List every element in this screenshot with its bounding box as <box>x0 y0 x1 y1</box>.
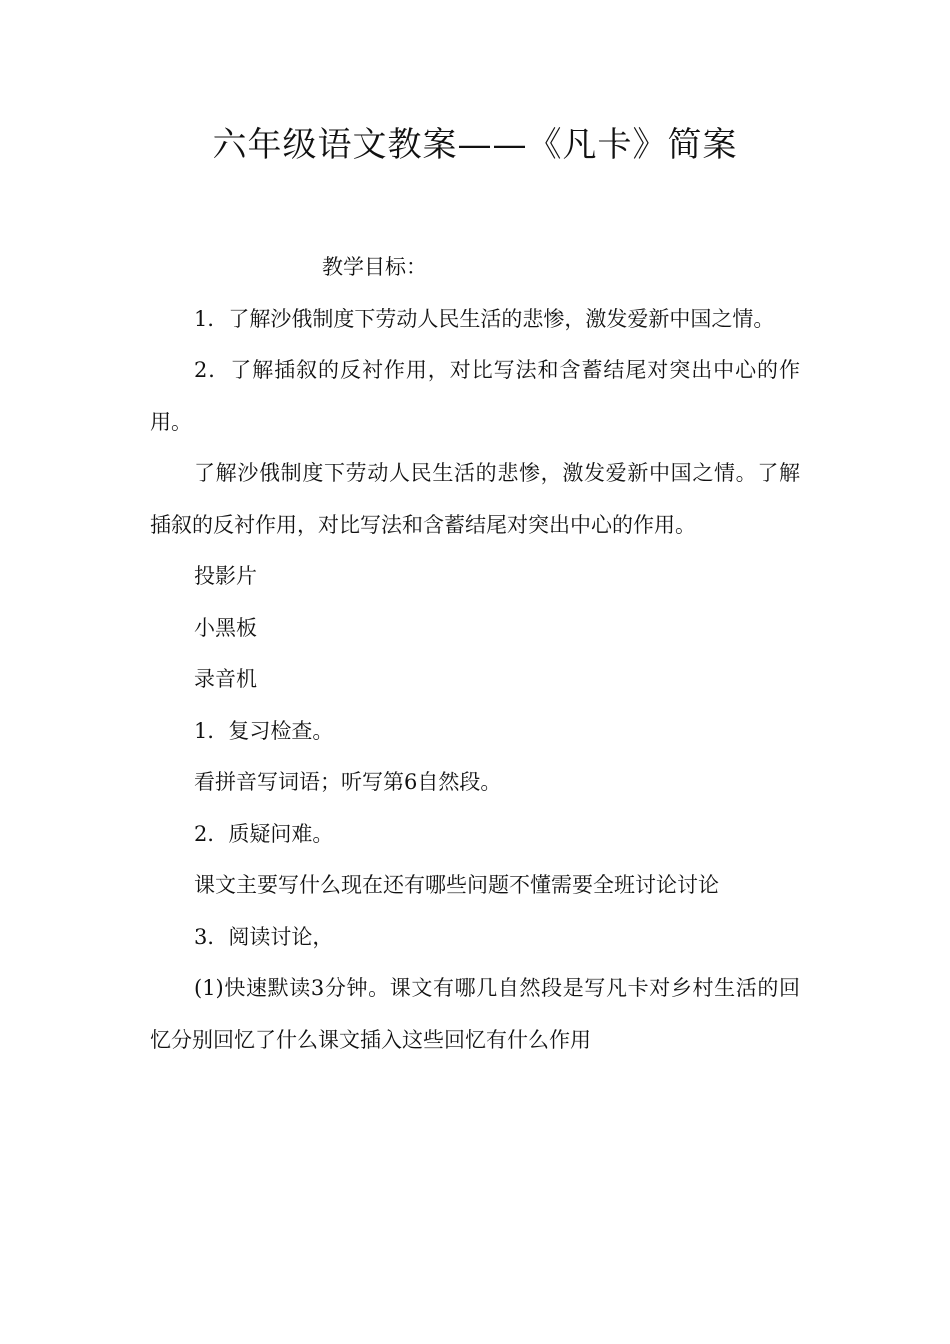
key-points-paragraph: 了解沙俄制度下劳动人民生活的悲惨，激发爱新中国之情。了解插叙的反衬作用，对比写法和含蓄结尾对突出中心的作用。 <box>150 461 800 537</box>
step-1-detail: 看拼音写词语；听写第6自然段。 <box>194 770 502 794</box>
step-2-questions: 2．质疑问难。 <box>194 821 334 846</box>
step-3-detail: (1)快速默读3分钟。课文有哪几自然段是写凡卡对乡村生活的回忆分别回忆了什么课文插入这些回忆有什么作用 <box>150 976 800 1052</box>
document-body <box>150 242 800 1066</box>
objective-2: 2．了解插叙的反衬作用，对比写法和含蓄结尾对突出中心的作用。 <box>150 358 800 434</box>
material-small-blackboard: 小黑板 <box>194 615 257 640</box>
step-3-discussion: 3．阅读讨论， <box>194 924 334 949</box>
material-projector-slides: 投影片 <box>194 564 257 588</box>
material-tape-recorder: 录音机 <box>194 667 257 691</box>
teaching-objectives-heading: 教学目标： <box>322 255 427 279</box>
step-1-review: 1．复习检查。 <box>194 718 334 743</box>
document-title: 六年级语文教案——《凡卡》简案 <box>212 125 738 165</box>
objective-1: 1．了解沙俄制度下劳动人民生活的悲惨，激发爱新中国之情。 <box>194 306 775 331</box>
step-2-detail: 课文主要写什么现在还有哪些问题不懂需要全班讨论讨论 <box>194 873 719 897</box>
